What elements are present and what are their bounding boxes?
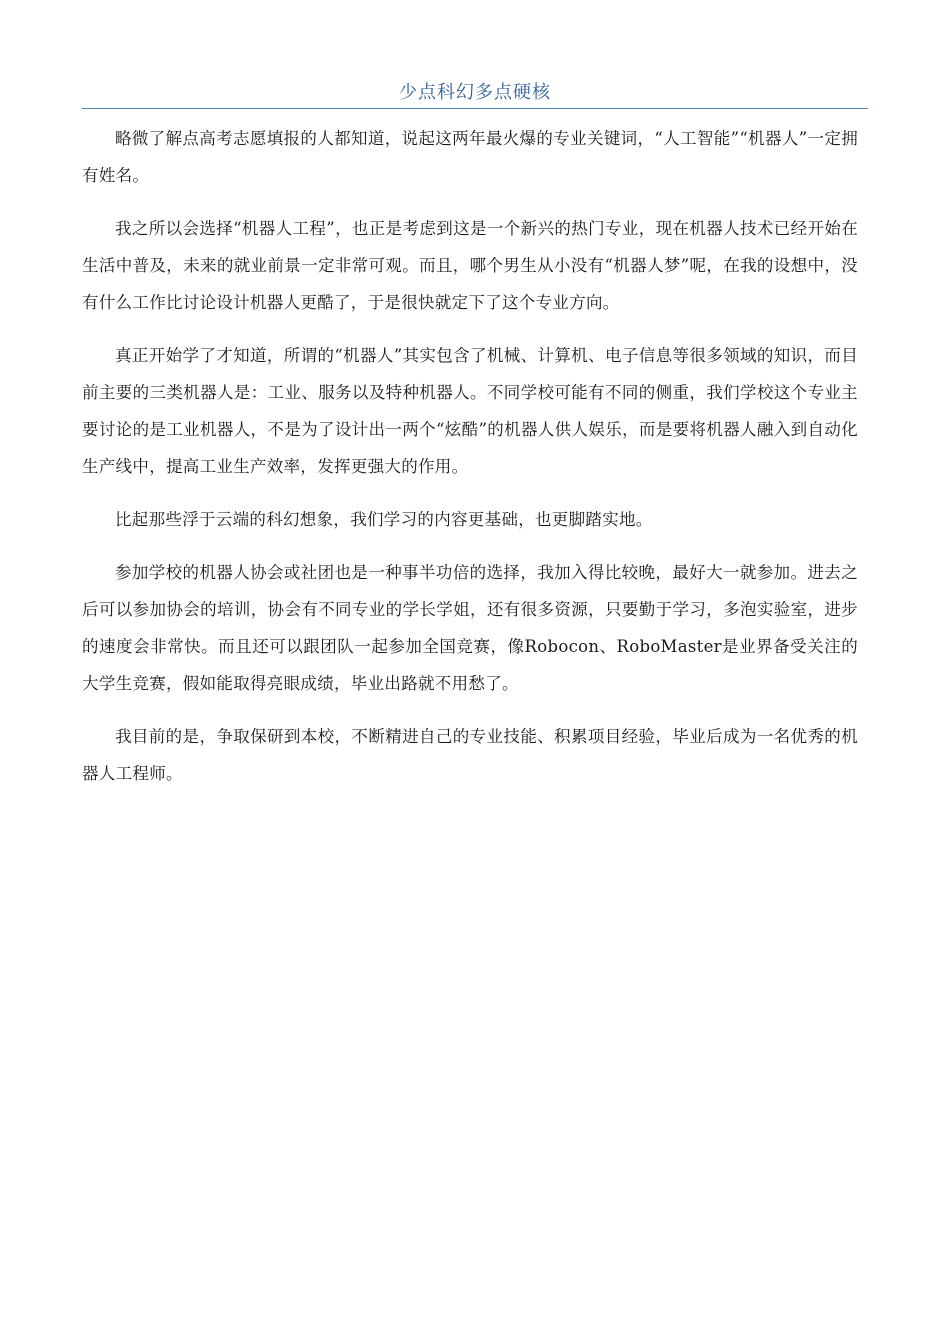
paragraph-4: 比起那些浮于云端的科幻想象，我们学习的内容更基础，也更脚踏实地。	[115, 510, 653, 529]
paragraph-5: 参加学校的机器人协会或社团也是一种事半功倍的选择，我加入得比较晚，最好大一就参加。进去之后可以参加协会的培训，协会有不同专业的学长学姐，还有很多资源，只要勤于学习，多泡实验室，进步的速度会非常快。而且还可以跟团队一起参加全国竞赛，像Robocon、RoboMaster是业界备受关注的大学生竞赛，假如能取得亮眼成绩，毕业出路就不用愁了。	[82, 563, 858, 693]
article-body	[82, 120, 858, 808]
paragraph-3: 真正开始学了才知道，所谓的“机器人”其实包含了机械、计算机、电子信息等很多领域的知识，而目前主要的三类机器人是：工业、服务以及特种机器人。不同学校可能有不同的侧重，我们学校这个专业主要讨论的是工业机器人，不是为了设计出一两个“炫酷”的机器人供人娱乐，而是要将机器人融入到自动化生产线中，提高工业生产效率，发挥更强大的作用。	[82, 346, 858, 476]
paragraph-6: 我目前的是，争取保研到本校，不断精进自己的专业技能、积累项目经验，毕业后成为一名优秀的机器人工程师。	[82, 727, 858, 783]
page-title: 少点科幻多点硬核	[399, 82, 551, 103]
page-header	[82, 78, 868, 109]
paragraph-1: 略微了解点高考志愿填报的人都知道，说起这两年最火爆的专业关键词，“人工智能”“机器人”一定拥有姓名。	[82, 129, 858, 185]
paragraph-2: 我之所以会选择“机器人工程”，也正是考虑到这是一个新兴的热门专业，现在机器人技术已经开始在生活中普及，未来的就业前景一定非常可观。而且，哪个男生从小没有“机器人梦”呢，在我的设想中，没有什么工作比讨论设计机器人更酷了，于是很快就定下了这个专业方向。	[82, 219, 858, 312]
